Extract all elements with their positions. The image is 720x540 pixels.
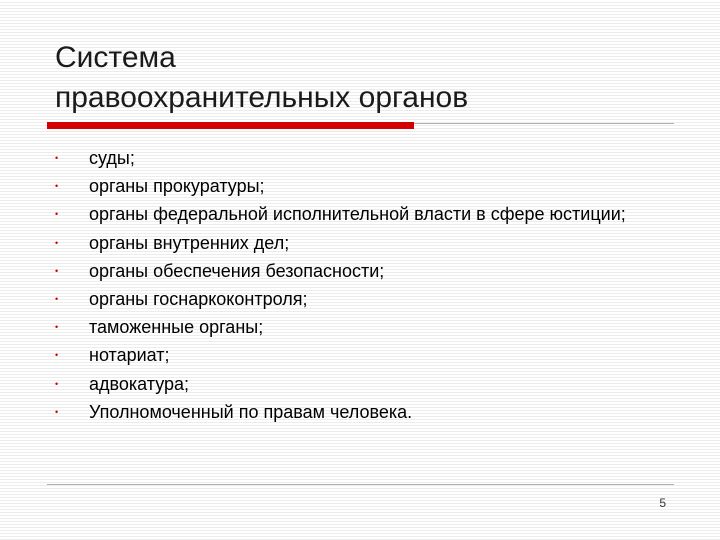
list-item-text: адвокатура;	[89, 373, 190, 394]
list-item	[53, 200, 653, 228]
list-item	[53, 172, 653, 200]
list-item-text: органы внутренних дел;	[89, 232, 290, 253]
list-item-text: органы обеспечения безопасности;	[89, 260, 385, 281]
list-item-text: нотариат;	[89, 345, 170, 366]
footer-divider-line	[47, 484, 674, 485]
slide-title	[55, 38, 675, 118]
bullet-icon: •	[55, 209, 59, 220]
list-item	[53, 313, 653, 341]
bullet-icon: •	[55, 322, 59, 333]
slide-title-line-2: правоохранительных органов	[55, 81, 469, 114]
list-item	[53, 257, 653, 285]
list-item-text: Уполномоченный по правам человека.	[89, 401, 413, 422]
list-item	[53, 398, 653, 426]
list-item-text: органы госнаркоконтроля;	[89, 289, 308, 310]
list-item-text: суды;	[89, 148, 135, 168]
list-item-text: органы федеральной исполнительной власти в сфере юстиции;	[89, 204, 626, 225]
page-number: 5	[659, 496, 666, 510]
list-item	[53, 144, 653, 172]
slide-title-line-1: Система	[55, 41, 176, 74]
title-accent-bar	[47, 122, 414, 129]
list-item	[53, 229, 653, 257]
list-item	[53, 285, 653, 313]
bullet-icon: •	[55, 350, 59, 361]
bullet-icon: •	[55, 406, 59, 417]
bullet-list	[53, 144, 653, 426]
bullet-icon: •	[55, 237, 59, 248]
bullet-icon: •	[55, 294, 59, 305]
bullet-icon: •	[55, 153, 59, 163]
list-item-text: таможенные органы;	[89, 317, 264, 338]
list-item	[53, 370, 653, 398]
bullet-icon: •	[55, 265, 59, 276]
title-underline	[47, 122, 674, 129]
bullet-icon: •	[55, 181, 59, 192]
list-item-text: органы прокуратуры;	[89, 176, 265, 197]
list-item	[53, 341, 653, 369]
bullet-icon: •	[55, 378, 59, 389]
title-divider-line	[414, 123, 674, 124]
